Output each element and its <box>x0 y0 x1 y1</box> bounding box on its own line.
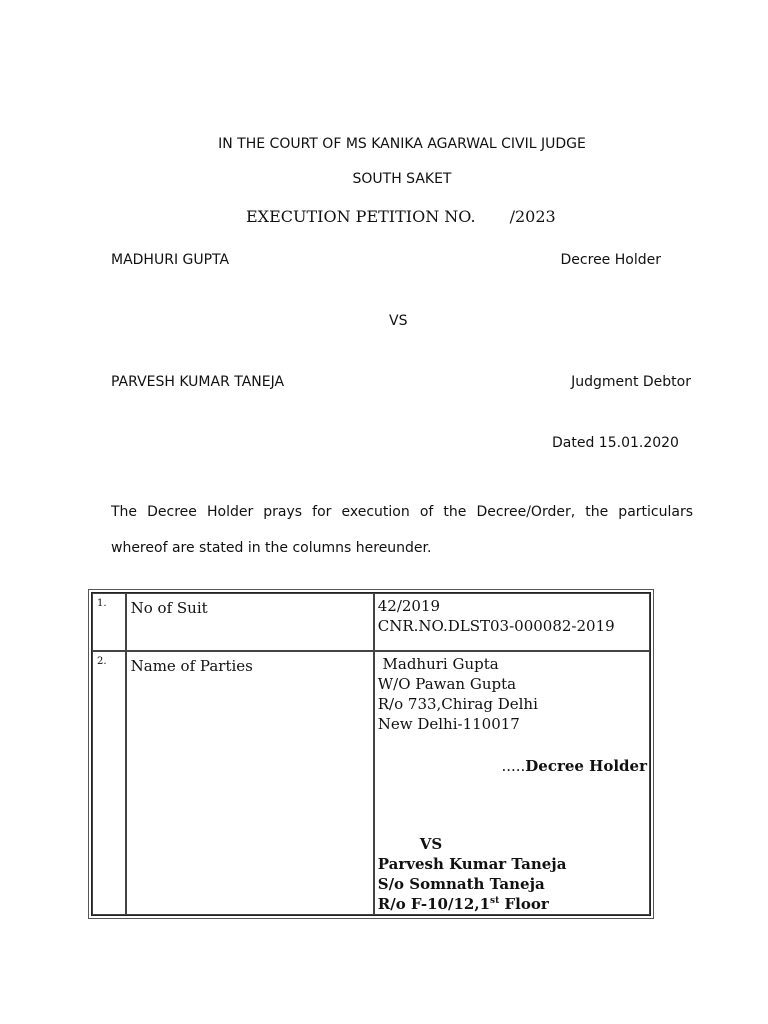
decree-holder-name: MADHURI GUPTA <box>111 252 230 268</box>
decree-holder-line <box>111 252 661 268</box>
suffix-label: Decree Holder <box>525 757 647 775</box>
judgment-debtor-role: Judgment Debtor <box>571 374 691 390</box>
prayer-paragraph: The Decree Holder prays for execution of the Decree/Order, the particulars whereof are stated in the columns hereunder. <box>111 504 693 556</box>
serial-number: 2. <box>92 651 126 915</box>
judgment-debtor-line <box>111 374 691 390</box>
suit-number: 42/2019 <box>377 597 441 615</box>
decree-holder-role: Decree Holder <box>560 252 661 268</box>
petition-label: EXECUTION PETITION NO. <box>246 207 476 226</box>
cnr-number: CNR.NO.DLST03-000082-2019 <box>377 617 615 635</box>
debtor-relation: S/o Somnath Taneja <box>377 875 545 893</box>
row-heading: No of Suit <box>126 593 374 651</box>
court-heading: IN THE COURT OF MS KANIKA AGARWAL CIVIL JUDGE <box>218 136 586 152</box>
suit-details <box>374 593 650 651</box>
holder-city: New Delhi-110017 <box>377 715 520 733</box>
particulars-table <box>91 592 651 916</box>
holder-relation: W/O Pawan Gupta <box>377 675 517 693</box>
serial-number: 1. <box>92 593 126 651</box>
holder-name: Madhuri Gupta <box>377 655 499 673</box>
table-row <box>92 593 650 651</box>
table-row <box>92 651 650 915</box>
table-versus: VS <box>419 835 443 853</box>
versus-label: VS <box>389 313 408 329</box>
row-heading: Name of Parties <box>126 651 374 915</box>
debtor-address-floor: Floor <box>499 895 549 913</box>
court-place: SOUTH SAKET <box>352 171 452 187</box>
date-line: Dated 15.01.2020 <box>552 435 679 451</box>
debtor-name: Parvesh Kumar Taneja <box>377 855 567 873</box>
holder-address: R/o 733,Chirag Delhi <box>377 695 538 713</box>
decree-holder-suffix <box>378 756 649 776</box>
debtor-address-main: R/o F-10/12,1 <box>377 895 491 913</box>
petition-number <box>246 207 556 226</box>
petition-year: /2023 <box>509 207 556 226</box>
parties-details <box>374 651 650 915</box>
debtor-address <box>378 894 649 914</box>
judgment-debtor-name: PARVESH KUMAR TANEJA <box>111 374 285 390</box>
suffix-dots: ..... <box>501 757 526 775</box>
ordinal-suffix: st <box>490 896 500 906</box>
